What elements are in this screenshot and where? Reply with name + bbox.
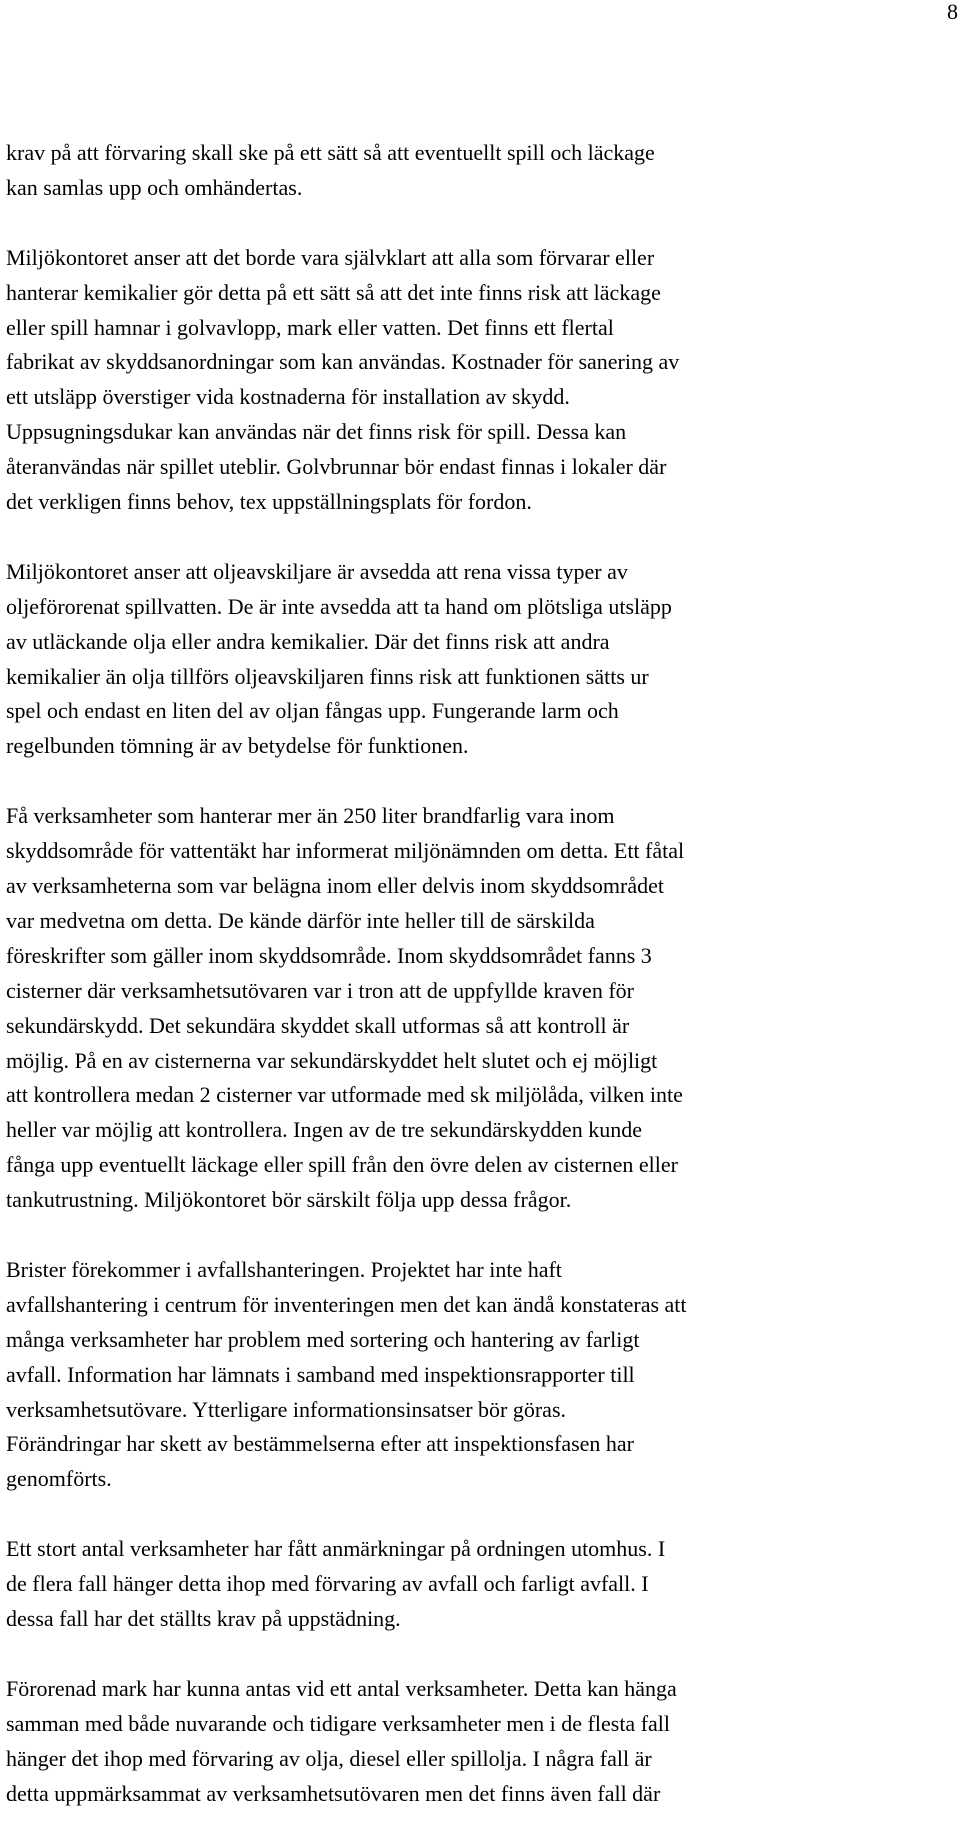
paragraph xyxy=(6,799,956,1218)
paragraph xyxy=(6,1532,956,1637)
text-line: Ett stort antal verksamheter har fått anmärkningar på ordningen utomhus. I xyxy=(6,1536,666,1562)
text-line: regelbunden tömning är av betydelse för funktionen. xyxy=(6,733,469,759)
text-line: var medvetna om detta. De kände därför inte heller till de särskilda xyxy=(6,907,595,933)
text-line: avfall. Information har lämnats i samband med inspektionsrapporter till xyxy=(6,1361,635,1387)
text-line: hänger det ihop med förvaring av olja, diesel eller spillolja. I några fall är xyxy=(6,1745,652,1771)
page-number: 8 xyxy=(947,0,958,24)
text-line: cisterner där verksamhetsutövaren var i tron att de uppfyllde kraven för xyxy=(6,977,634,1003)
text-line: verksamhetsutövare. Ytterligare informationsinsatser bör göras. xyxy=(6,1396,567,1422)
text-line: Miljökontoret anser att det borde vara självklart att alla som förvarar eller xyxy=(6,244,655,270)
text-line: Få verksamheter som hanterar mer än 250 liter brandfarlig vara inom xyxy=(6,803,615,829)
text-line: samman med både nuvarande och tidigare verksamheter men i de flesta fall xyxy=(6,1710,671,1736)
paragraph xyxy=(6,241,956,520)
text-line: hanterar kemikalier gör detta på ett sätt så att det inte finns risk att läckage xyxy=(6,279,661,305)
text-line: återanvändas när spillet uteblir. Golvbrunnar bör endast finnas i lokaler där xyxy=(6,454,667,480)
text-line: avfallshantering i centrum för inventeringen men det kan ändå konstateras att xyxy=(6,1291,687,1317)
text-line: eller spill hamnar i golvavlopp, mark eller vatten. Det finns ett flertal xyxy=(6,314,614,340)
text-line: dessa fall har det ställts krav på uppstädning. xyxy=(6,1605,401,1631)
text-line: Förändringar har skett av bestämmelserna efter att inspektionsfasen har xyxy=(6,1431,634,1457)
text-line: sekundärskydd. Det sekundära skyddet skall utformas så att kontroll är xyxy=(6,1012,630,1038)
text-line: spel och endast en liten del av oljan fångas upp. Fungerande larm och xyxy=(6,698,619,724)
text-line: skyddsområde för vattentäkt har informerat miljönämnden om detta. Ett fåtal xyxy=(6,838,685,864)
text-line: heller var möjlig att kontrollera. Ingen av de tre sekundärskydden kunde xyxy=(6,1117,642,1143)
text-line: Miljökontoret anser att oljeavskiljare är avsedda att rena vissa typer av xyxy=(6,558,628,584)
text-line: de flera fall hänger detta ihop med förvaring av avfall och farligt avfall. I xyxy=(6,1571,649,1597)
paragraph xyxy=(6,1253,956,1497)
text-line: av utläckande olja eller andra kemikalier. Där det finns risk att andra xyxy=(6,628,610,654)
text-line: Förorenad mark har kunna antas vid ett antal verksamheter. Detta kan hänga xyxy=(6,1675,677,1701)
paragraph xyxy=(6,555,956,764)
text-line: många verksamheter har problem med sortering och hantering av farligt xyxy=(6,1326,640,1352)
text-line: möjlig. På en av cisternerna var sekundärskyddet helt slutet och ej möjligt xyxy=(6,1047,658,1073)
text-line: fånga upp eventuellt läckage eller spill från den övre delen av cisternen eller xyxy=(6,1152,678,1178)
text-line: Uppsugningsdukar kan användas när det finns risk för spill. Dessa kan xyxy=(6,419,627,445)
text-line: Brister förekommer i avfallshanteringen. Projektet har inte haft xyxy=(6,1256,562,1282)
text-line: det verkligen finns behov, tex uppställningsplats för fordon. xyxy=(6,489,532,515)
text-line: föreskrifter som gäller inom skyddsområde. Inom skyddsområdet fanns 3 xyxy=(6,942,652,968)
text-line: kan samlas upp och omhändertas. xyxy=(6,174,303,200)
text-line: oljeförorenat spillvatten. De är inte avsedda att ta hand om plötsliga utsläpp xyxy=(6,593,672,619)
text-line: kemikalier än olja tillförs oljeavskiljaren finns risk att funktionen sätts ur xyxy=(6,663,649,689)
text-line: att kontrollera medan 2 cisterner var utformade med sk miljölåda, vilken inte xyxy=(6,1082,683,1108)
text-line: fabrikat av skyddsanordningar som kan användas. Kostnader för sanering av xyxy=(6,349,680,375)
paragraph xyxy=(6,136,956,206)
text-line: av verksamheterna som var belägna inom eller delvis inom skyddsområdet xyxy=(6,872,664,898)
text-line: detta uppmärksammat av verksamhetsutövaren men det finns även fall där xyxy=(6,1780,661,1806)
text-line: genomförts. xyxy=(6,1466,112,1492)
text-line: ett utsläpp överstiger vida kostnaderna för installation av skydd. xyxy=(6,384,570,410)
paragraph xyxy=(6,1672,956,1812)
text-line: tankutrustning. Miljökontoret bör särskilt följa upp dessa frågor. xyxy=(6,1187,572,1213)
document-body xyxy=(6,136,956,1846)
text-line: krav på att förvaring skall ske på ett sätt så att eventuellt spill och läckage xyxy=(6,140,655,165)
